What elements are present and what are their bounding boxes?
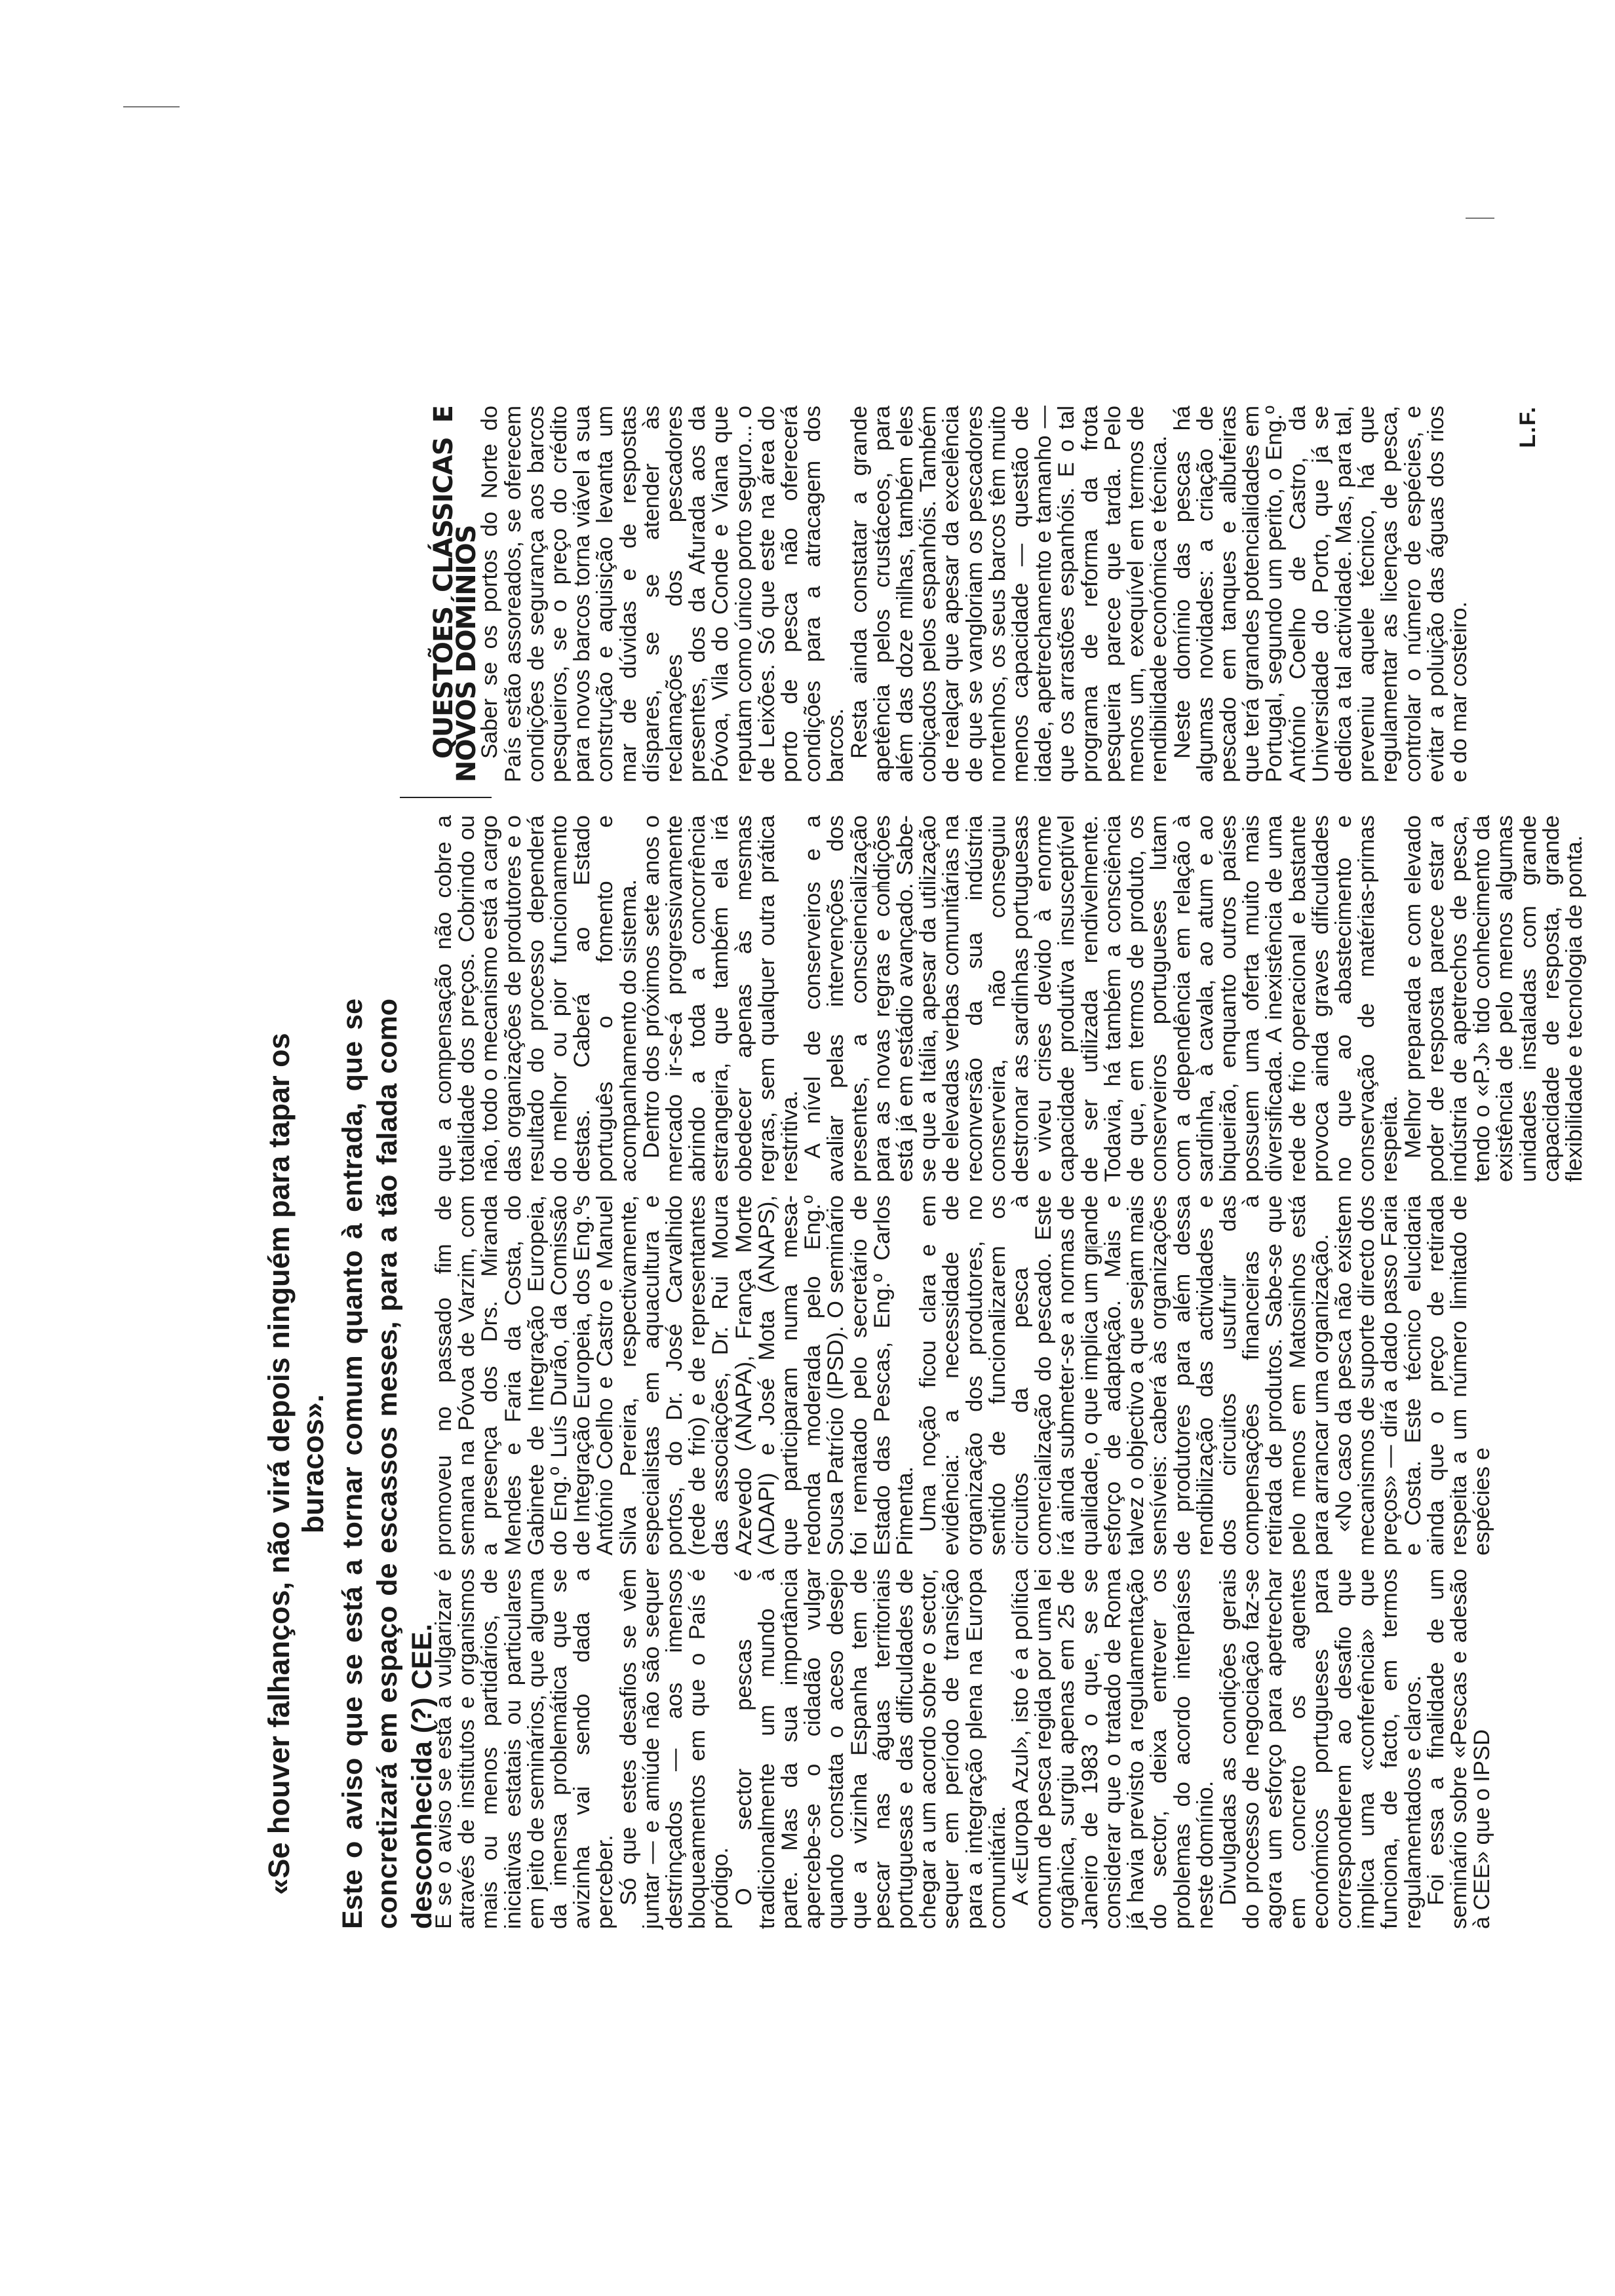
column-2: [433, 1195, 1494, 1556]
column-divider: [400, 797, 492, 798]
headline-quote: «Se houver falhanços, não virá depois ninguém para tapar os buracos».: [262, 1033, 330, 1895]
headline-deck: Este o aviso que se está a tornar comum quanto à entrada, que se concretizará em espaço de escassos meses, para a tão falada como desconhecida (?) CEE.: [337, 999, 438, 1929]
scan-mark: [1466, 218, 1494, 219]
paragraph: E se o aviso se está a vulgarizar é através de institutos e organismos mais ou menos partidários, de iniciativas estatais ou particulares em jeito de seminários, que alguma da imensa problemática que se avizinha vai sendo dada a perceber.: [431, 1569, 618, 1929]
article-headline: [262, 999, 440, 1929]
paragraph: A «Europa Azul», isto é a política comum de pesca regida por uma lei orgânica, surgiu apenas em 25 de Janeiro de 1983 o que, se se considerar que o tratado de Roma já havia previsto a regulamentação do sector, deixa entrever os problemas do acordo interpaíses neste domínio.: [1008, 1569, 1218, 1929]
column-3: [433, 815, 1586, 1182]
paragraph: Foi essa a finalidade de um seminário sobre «Pescas e adesão à CEE» que o IPSD: [1423, 1569, 1495, 1929]
paragraph: A nível de conserveiros e a avaliar pelas intervenções dos presentes, a consciencialização para as novas regras e condições está já em estádio avançado. Sabe-se que a Itália, apesar da utilização de elevadas verbas comunitárias na reconversão da sua indústria conserveira, não conseguiu destronar as sardinhas portuguesas e viveu crises devido à enorme capacidade produtiva insusceptível de ser utilizada rendivelmente. Todavia, há também a consciência de que, em termos de produto, os conserveiros portugueses lutam com a dependência em relação à sardinha, à cavala, ao atum e ao biqueirão, enquanto outros países possuem uma oferta muito mais diversificada. A inexistência de uma rede de frio operacional e bastante provoca ainda graves dificuldades no que ao abastecimento e conservação de matérias-primas respeita.: [800, 815, 1403, 1182]
paragraph: Resta ainda constatar a grande apetência pelos crustáceos, para além das doze milhas, também eles cobiçados pelos espanhóis. Também de realçar que apesar da excelência de que se vangloriam os pescadores nortenhos, os seus barcos têm muito menos capacidade — questão de idade, apetrechamento e tamanho — que os arrastões espanhóis. E o tal programa de reforma da frota pesqueira parece que tarda. Pelo menos um, exequível em termos de rendibilidade económica e técnica.: [846, 406, 1172, 782]
paragraph: Neste domínio das pescas há algumas novidades: a criação de pescado em tanques e albufeiras que terá grandes potencialidades em Portugal, segundo um perito, o Eng.º António Coelho de Castro, da Universidade do Porto, que já se dedica a tal actividade. Mas, para tal, preveniu aquele técnico, há que regulamentar as licenças de pesca, controlar o número de espécies, e evitar a poluição das águas dos rios e do mar costeiro.: [1169, 406, 1471, 782]
paragraph: Uma noção ficou clara e em evidência: a necessidade de organização dos produtores, no sentido de funcionalizarem os circuitos da pesca à comercialização do pescado. Este irá ainda submeter-se a normas de qualidade, o que implica um grande esforço de adaptação. Mais e talvez o objectivo a que sejam mais sensíveis: caberá às organizações de produtores para além dessa rendibilização das actividades e dos circuitos usufruir das compensações financeiras à retirada de produtos. Sabe-se que pelo menos em Matosinhos está para arrancar uma organização.: [916, 1195, 1333, 1556]
column-1: [433, 1569, 1494, 1929]
paragraph: Dentro dos próximos sete anos o mercado ir-se-á progressivamente abrindo a toda a concorrência estrangeira, que também ela irá obedecer apenas às mesmas regras, sem qualquer outra prática restritiva.: [638, 815, 803, 1182]
scan-mark: [123, 106, 180, 107]
paragraph: O sector pescas é tradicionalmente um mundo à parte. Mas da sua importância apercebe-se o cidadão vulgar quando constata o aceso desejo que a vizinha Espanha tem de pescar nas águas territoriais portuguesas e das dificuldades de chegar a um acordo sobre o sector, sequer em período de transição para a integração plena na Europa comunitária.: [731, 1569, 1010, 1929]
paragraph: Divulgadas as condições gerais do processo de negociação faz-se agora um esforço para apetrechar em concreto os agentes económicos portugueses para corresponderem ao desafio que implica uma «conferência» que funciona, de facto, em termos regulamentados e claros.: [1215, 1569, 1426, 1929]
paragraph: «No caso da pesca não existem mecanismos de suporte directo dos preços» — dirá a dado passo Faria e Costa. Este técnico elucidaria ainda que o preço de retirada respeita a um número limitado de espécies e: [1331, 1195, 1495, 1556]
paragraph: promoveu no passado fim de semana na Póvoa de Varzim, com a presença dos Drs. Miranda Mendes e Faria da Costa, do Gabinete de Integração Europeia, do Eng.º Luís Durão, da Comissão de Integração Europeia, dos Eng.ºs António Coelho e Castro e Manuel Silva Pereira, respectivamente, especialistas em aquacultura e portos, do Dr. José Carvalhido (rede de frio) e de representantes das associações, Dr. Rui Moura Azevedo (ANAPA), França Morte (ADAPI) e José Mota (ANAPS), que participaram numa mesa-redonda moderada pelo Eng.º Sousa Patrício (IPSD). O seminário foi rematado pelo secretário de Estado das Pescas, Eng.º Carlos Pimenta.: [431, 1195, 918, 1556]
paragraph: que a compensação não cobre a totalidade dos preços. Cobrindo ou não, todo o mecanismo está a cargo das organizações de produtores e o resultado do processo dependerá do melhor ou pior funcionamento destas. Caberá ao Estado português o fomento e acompanhamento do sistema.: [431, 815, 641, 1182]
section-heading: QUESTÕES CLÁSSICAS E NOVOS DOMÍNIOS: [429, 406, 482, 782]
paragraph: Saber se os portos do Norte do País estão assoreados, se oferecem condições de segurança aos barcos pesqueiros, se o preço do crédito para novos barcos torna viável a sua construção e aquisição levanta um mar de dúvidas e de respostas díspares, se se atender às reclamações dos pescadores presentes, dos da Afurada aos da Póvoa, Vila do Conde e Viana que reputam como único porto seguro... o de Leixões. Só que este na área do porto de pesca não oferecerá condições para a atracagem dos barcos.: [477, 406, 849, 782]
paragraph: Só que estes desafios se vêm juntar — e amiúde não são sequer destrinçados — aos imensos bloqueamentos em que o País é pródigo.: [615, 1569, 733, 1929]
paragraph: Melhor preparada e com elevado poder de resposta parece estar a indústria de apetrechos de pesca, tendo o «P.J» tido conhecimento da existência de pelo menos algumas unidades instaladas com grande capacidade de resposta, grande flexibilidade e tecnologia de ponta.: [1400, 815, 1587, 1182]
author-signature: L.F.: [1515, 406, 1541, 448]
column-4: [429, 406, 1541, 782]
